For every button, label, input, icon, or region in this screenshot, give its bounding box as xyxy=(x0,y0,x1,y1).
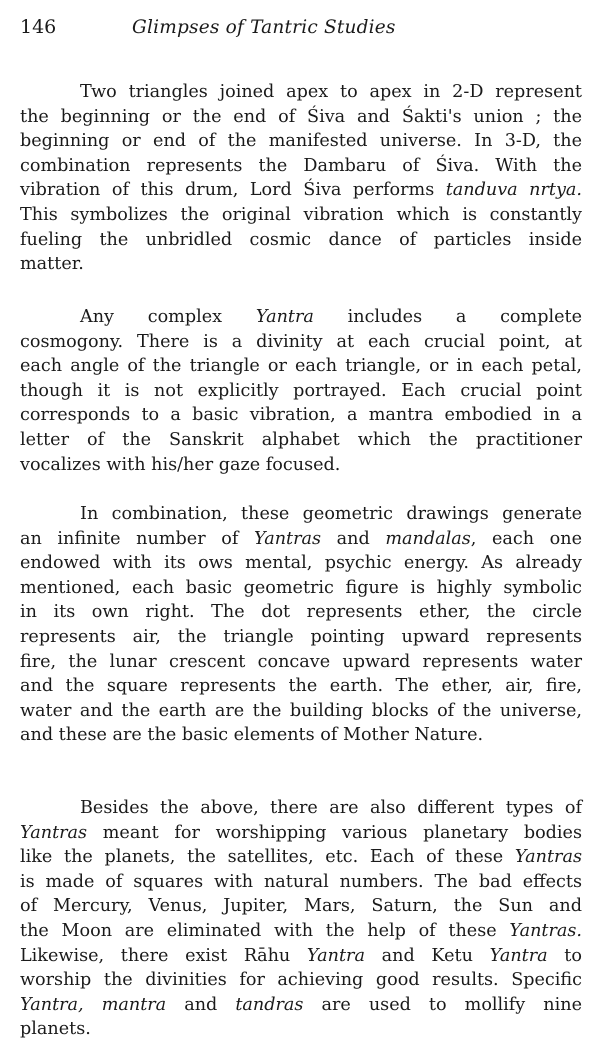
paragraph-4 xyxy=(20,796,582,1042)
italic-term: tandras xyxy=(235,994,304,1015)
text-line: though it is not explicitly portrayed. Each crucial point xyxy=(20,380,582,401)
italic-term: Yantras xyxy=(253,528,322,549)
italic-term: Yantra xyxy=(489,945,548,966)
text-line xyxy=(20,305,582,330)
text-line: matter. xyxy=(20,254,84,275)
italic-term: mantra xyxy=(101,994,167,1015)
text-line xyxy=(20,178,582,203)
text-line: planets. xyxy=(20,1019,91,1040)
page-number: 146 xyxy=(20,16,57,38)
italic-term: Yantras. xyxy=(509,920,582,941)
text-line: Besides the above, there are also different types of xyxy=(80,798,582,818)
italic-term: Yantras xyxy=(514,847,582,868)
text-line: cosmogony. There is a divinity at each crucial point, at xyxy=(20,331,582,352)
text-line: represents air, the triangle pointing upward represents xyxy=(20,626,582,647)
italic-term: Yantra xyxy=(255,307,314,327)
italic-term: Yantra xyxy=(306,945,365,966)
text-span: the Moon are eliminated with the help of these xyxy=(20,920,510,941)
text-line xyxy=(20,993,582,1018)
text-line xyxy=(20,944,582,969)
text-line: in its own right. The dot represents ether, the circle xyxy=(20,602,582,623)
text-line: fire, the lunar crescent concave upward represents water xyxy=(20,651,582,672)
text-line: beginning or end of the manifested universe. In 3-D, the xyxy=(20,131,582,152)
text-line: vocalizes with his/her gaze focused. xyxy=(20,454,341,475)
text-span: vibration of this drum, Lord Śiva performs xyxy=(20,180,446,201)
text-span: Any complex xyxy=(80,307,256,327)
italic-term: Yantras xyxy=(20,822,88,843)
page-header xyxy=(20,16,582,56)
paragraph-3 xyxy=(20,502,582,748)
text-span: and Ketu xyxy=(364,945,490,966)
text-span: are used to mollify nine xyxy=(303,994,582,1015)
text-line: water and the earth are the building blocks of the universe, xyxy=(20,700,582,721)
text-line xyxy=(20,527,582,552)
text-line xyxy=(20,919,582,944)
italic-term: tanduva nrtya. xyxy=(445,180,582,201)
text-span: meant for worshipping various planetary bodies xyxy=(87,822,582,843)
text-line: corresponds to a basic vibration, a mantra embodied in a xyxy=(20,405,582,426)
text-span: , each one xyxy=(470,528,582,549)
text-span xyxy=(84,995,102,1015)
text-line: combination represents the Dambaru of Śiva. With the xyxy=(20,155,582,176)
text-line xyxy=(20,821,582,846)
paragraph-2 xyxy=(20,305,582,477)
text-line: and the square represents the earth. The ether, air, fire, xyxy=(20,676,582,697)
text-line: In combination, these geometric drawings generate xyxy=(80,504,582,524)
text-line: letter of the Sanskrit alphabet which the practitioner xyxy=(20,429,582,450)
text-line: worship the divinities for achieving good results. Specific xyxy=(20,970,582,991)
text-line: mentioned, each basic geometric figure is highly symbolic xyxy=(20,577,582,598)
italic-term: Yantra, xyxy=(20,994,84,1015)
text-line xyxy=(20,845,582,870)
text-span: includes a complete xyxy=(313,307,582,327)
text-line: is made of squares with natural numbers. The bad effects xyxy=(20,871,582,892)
italic-term: mandalas xyxy=(385,528,471,549)
text-line: of Mercury, Venus, Jupiter, Mars, Saturn, the Sun and xyxy=(20,896,582,917)
text-line: each angle of the triangle or each triangle, or in each petal, xyxy=(20,356,582,377)
text-line: fueling the unbridled cosmic dance of particles inside xyxy=(20,229,582,250)
text-span: Likewise, there exist Rāhu xyxy=(20,945,307,966)
text-span: an infinite number of xyxy=(20,528,254,549)
text-line: and these are the basic elements of Mother Nature. xyxy=(20,725,484,746)
text-span: like the planets, the satellites, etc. Each of these xyxy=(20,847,515,868)
text-line: endowed with its ows mental, psychic energy. As already xyxy=(20,553,582,574)
text-span: and xyxy=(166,994,236,1015)
text-line: This symbolizes the original vibration which is constantly xyxy=(20,204,582,225)
running-head: Glimpses of Tantric Studies xyxy=(132,17,396,38)
text-line: the beginning or the end of Śiva and Śakti's union ; the xyxy=(20,106,582,127)
text-line: Two triangles joined apex to apex in 2-D represent xyxy=(80,82,582,102)
paragraph-1 xyxy=(20,80,582,277)
text-span: and xyxy=(321,528,386,549)
text-span: to xyxy=(547,945,582,966)
